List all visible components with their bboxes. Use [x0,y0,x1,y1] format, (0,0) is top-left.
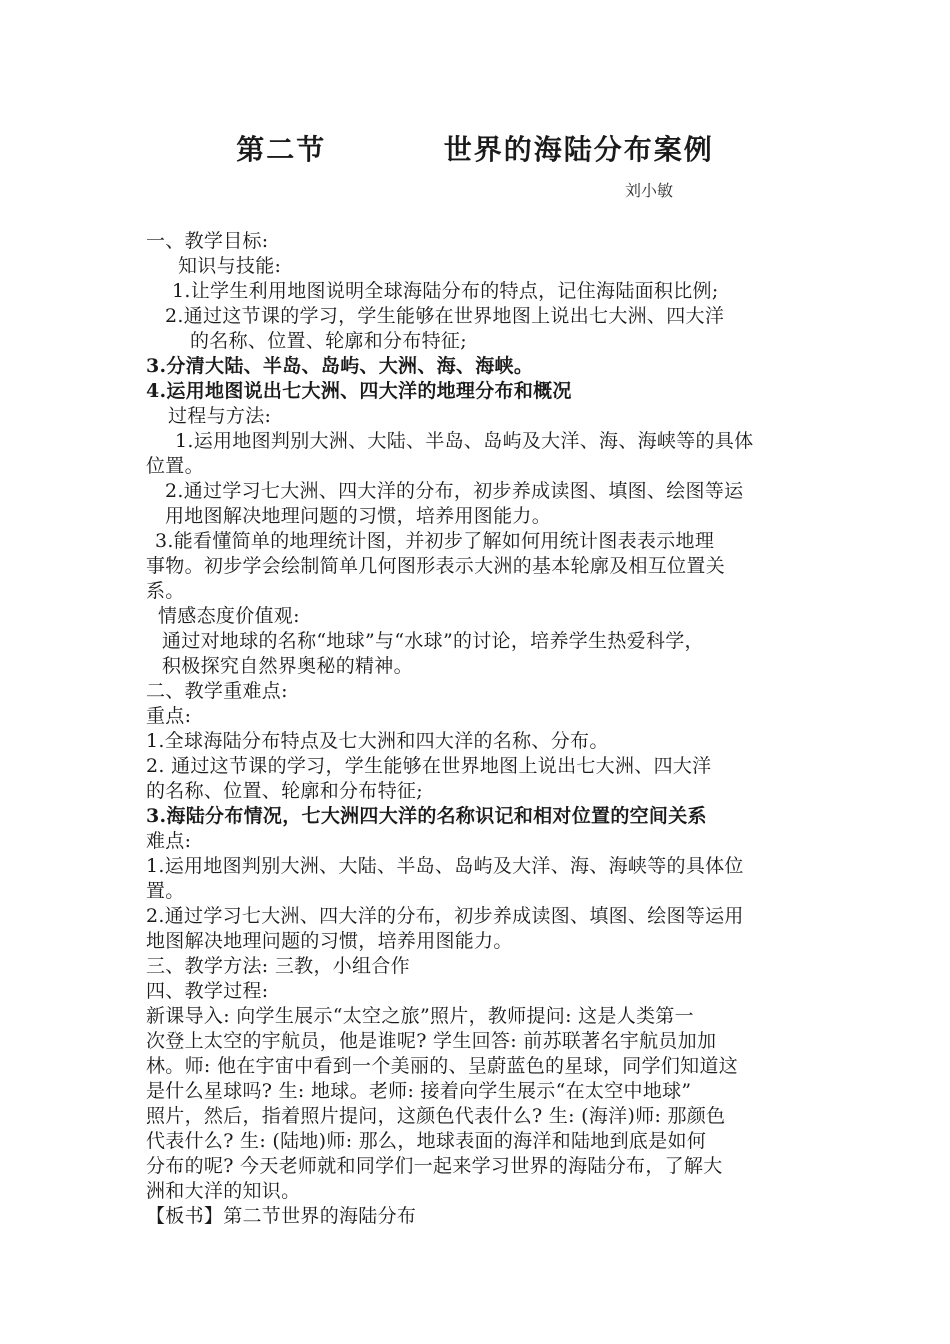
text-line: 2.通过学习七大洲、四大洋的分布，初步养成读图、填图、绘图等运用 [146,905,744,927]
text-line: 积极探究自然界奥秘的精神。 [162,655,413,677]
text-line: 事物。初步学会绘制简单几何图形表示大洲的基本轮廓及相互位置关 [146,555,726,577]
text-line: 分布的呢? 今天老师就和同学们一起来学习世界的海陆分布，了解大 [146,1155,723,1177]
text-line: 4.运用地图说出七大洲、四大洋的地理分布和概况 [146,380,572,402]
text-line: 2.通过学习七大洲、四大洋的分布，初步养成读图、填图、绘图等运 [165,480,744,502]
text-line: 1.运用地图判别大洲、大陆、半岛、岛屿及大洋、海、海峡等的具体 [175,430,754,452]
text-line: 2.通过这节课的学习，学生能够在世界地图上说出七大洲、四大洋 [165,305,725,327]
text-line: 次登上太空的宇航员，他是谁呢? 学生回答: 前苏联著名宇航员加加 [146,1030,717,1052]
text-line: 洲和大洋的知识。 [146,1180,301,1202]
text-line: 3.海陆分布情况，七大洲四大洋的名称识记和相对位置的空间关系 [146,805,707,827]
section-heading: 二、教学重难点: [146,680,288,702]
text-line: 置。 [146,880,185,902]
text-line: 3.能看懂简单的地理统计图，并初步了解如何用统计图表表示地理 [155,530,715,552]
text-line: 的名称、位置、轮廓和分布特征; [146,780,423,802]
text-line: 林。师: 他在宇宙中看到一个美丽的、呈蔚蓝色的星球，同学们知道这 [146,1055,739,1077]
text-line: 1.运用地图判别大洲、大陆、半岛、岛屿及大洋、海、海峡等的具体位 [146,855,744,877]
text-line: 1.全球海陆分布特点及七大洲和四大洋的名称、分布。 [146,730,609,752]
text-line: 3.分清大陆、半岛、岛屿、大洲、海、海峡。 [146,355,534,377]
text-line: 代表什么? 生: (陆地)师: 那么，地球表面的海洋和陆地到底是如何 [146,1130,707,1152]
section-heading: 一、教学目标: [146,230,269,252]
text-line: 是什么星球吗? 生: 地球。老师: 接着向学生展示“在太空中地球” [146,1080,692,1102]
text-line: 系。 [146,580,185,602]
subsection-heading: 重点: [146,705,192,727]
subsection-heading: 知识与技能: [178,255,282,277]
subsection-heading: 过程与方法: [168,405,272,427]
author-name: 刘小敏 [625,181,674,200]
text-line: 用地图解决地理问题的习惯，培养用图能力。 [165,505,552,527]
text-line: 地图解决地理问题的习惯，培养用图能力。 [146,930,513,952]
document-title: 第二节 世界的海陆分布案例 [236,133,714,166]
text-line: 的名称、位置、轮廓和分布特征; [190,330,467,352]
text-line: 新课导入: 向学生展示“太空之旅”照片，教师提问: 这是人类第一 [146,1005,694,1027]
section-heading: 四、教学过程: [146,980,269,1002]
text-line: 【板书】第二节世界的海陆分布 [146,1205,417,1227]
subsection-heading: 情感态度价值观: [158,605,300,627]
text-line: 1.让学生利用地图说明全球海陆分布的特点，记住海陆面积比例; [172,280,719,302]
text-line: 通过对地球的名称“地球”与“水球”的讨论，培养学生热爱科学， [162,630,704,652]
text-line: 位置。 [146,455,204,477]
section-heading: 三、教学方法: 三教，小组合作 [146,955,410,977]
text-line: 2. 通过这节课的学习，学生能够在世界地图上说出七大洲、四大洋 [146,755,712,777]
subsection-heading: 难点: [146,830,192,852]
text-line: 照片，然后，指着照片提问，这颜色代表什么? 生: (海洋)师: 那颜色 [146,1105,726,1127]
